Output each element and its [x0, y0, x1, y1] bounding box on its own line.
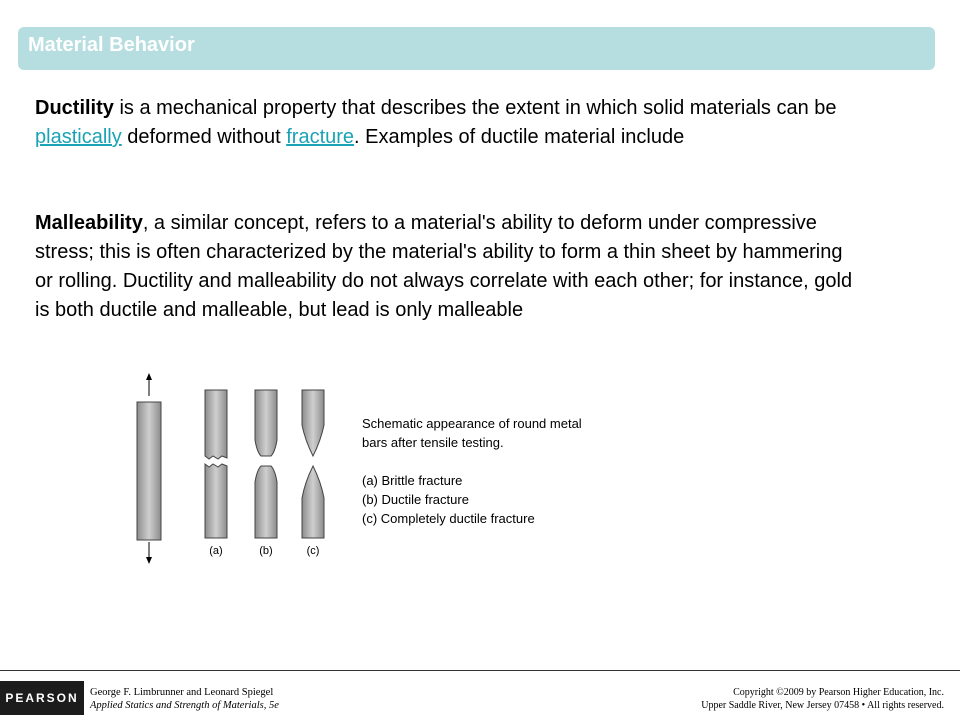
malleability-term: Malleability — [35, 212, 143, 234]
malleability-paragraph — [35, 209, 865, 325]
caption-item-a: (a) Brittle fracture — [362, 473, 463, 488]
ductility-term: Ductility — [35, 97, 114, 119]
label-c: (c) — [306, 545, 320, 557]
caption-line-1: Schematic appearance of round metal — [362, 416, 582, 431]
title-bar — [18, 27, 935, 70]
footer-authors-block — [90, 686, 279, 712]
ductility-text-b: deformed without — [121, 126, 287, 148]
slide-title: Material Behavior — [28, 34, 195, 56]
brittle-bar — [205, 390, 227, 538]
pearson-logo: PEARSON — [0, 681, 84, 715]
footer-copyright-block — [701, 686, 944, 712]
footer-book: Applied Statics and Strength of Materials, 5e — [90, 700, 279, 711]
malleability-text: , a similar concept, refers to a material's ability to deform under compressive stress; this is often characterized by the material's ability to form a thin sheet by hammering or rolling. Ductility and malleability do not always correlate with each other; for instance, gold is both ductile and malleable, but lead is only malleable — [35, 212, 853, 321]
ductility-text-c: . Examples of ductile material include — [354, 126, 685, 148]
footer-copyright: Copyright ©2009 by Pearson Higher Education, Inc. — [733, 687, 944, 698]
footer-divider — [0, 670, 960, 671]
caption-item-c: (c) Completely ductile fracture — [362, 511, 535, 526]
caption-line-2: bars after tensile testing. — [362, 435, 504, 450]
original-bar — [137, 373, 161, 564]
plastically-link[interactable]: plastically — [35, 126, 122, 148]
tensile-test-figure — [125, 370, 345, 570]
ductile-bar — [255, 390, 277, 538]
ductility-paragraph — [35, 94, 865, 152]
figure-caption — [362, 414, 662, 528]
tensile-bars-illustration — [125, 370, 345, 570]
fracture-link[interactable]: fracture — [286, 126, 355, 148]
footer-address: Upper Saddle River, New Jersey 07458 • All rights reserved. — [701, 700, 944, 711]
ductility-text-a: is a mechanical property that describes the extent in which solid materials can be — [113, 97, 837, 119]
label-a: (a) — [209, 545, 223, 557]
completely-ductile-bar — [302, 390, 324, 538]
footer-authors: George F. Limbrunner and Leonard Spiegel — [90, 687, 274, 698]
label-b: (b) — [259, 545, 273, 557]
caption-item-b: (b) Ductile fracture — [362, 492, 469, 507]
